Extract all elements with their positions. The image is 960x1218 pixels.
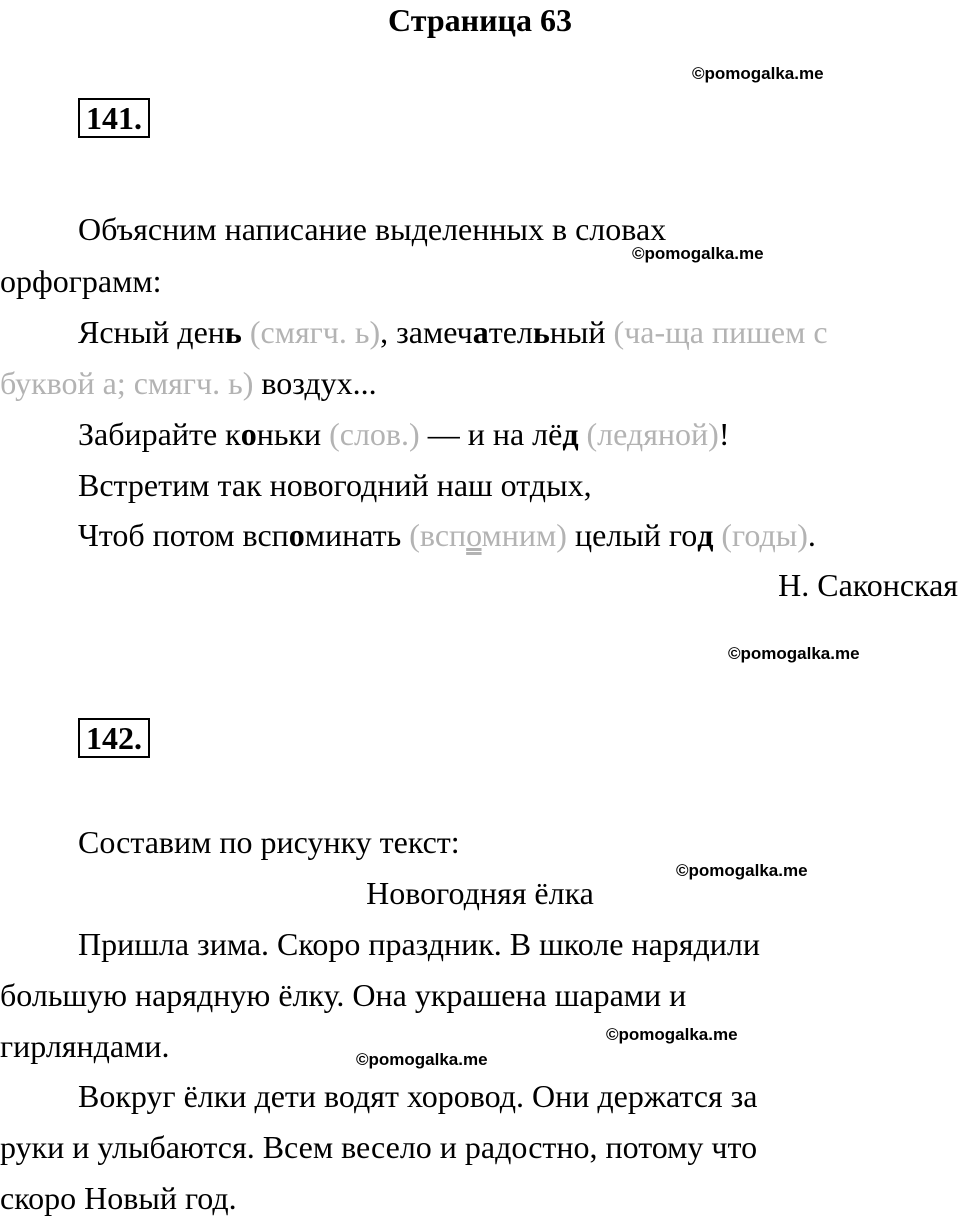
- story-title: Новогодняя ёлка: [366, 875, 594, 911]
- poem-line-4: [78, 515, 816, 555]
- story-line: Пришла зима. Скоро праздник. В школе нарядили: [78, 926, 760, 962]
- note: (ле: [578, 416, 627, 452]
- note: (всп: [401, 517, 467, 553]
- note: (ча-ща пишем с: [605, 314, 828, 350]
- exercise-141-intro-cont: орфограмм:: [0, 263, 162, 299]
- highlighted-letter: о: [288, 517, 305, 553]
- exercise-142-intro: Составим по рисунку текст:: [78, 824, 460, 860]
- exercise-number-142: 142.: [78, 718, 150, 758]
- highlighted-letter: д: [562, 416, 579, 452]
- highlighted-letter: а: [472, 314, 489, 350]
- note: (го: [713, 517, 760, 553]
- highlighted-letter: д: [697, 517, 714, 553]
- watermark: ©pomogalka.me: [356, 1050, 488, 1069]
- note: яной): [643, 416, 719, 452]
- watermark: ©pomogalka.me: [606, 1025, 738, 1044]
- note: (смягч. ь): [241, 314, 381, 350]
- text: — и на лё: [419, 416, 563, 452]
- poem-line-2: [78, 414, 729, 454]
- text: целый го: [566, 517, 698, 553]
- highlighted-letter: о: [240, 416, 257, 452]
- story-line: руки и улыбаются. Всем весело и радостно, потому что: [0, 1129, 758, 1165]
- note: буквой а; смягч. ь): [0, 365, 254, 401]
- note: (слов.): [321, 416, 420, 452]
- text: тел: [488, 314, 533, 350]
- watermark: ©pomogalka.me: [692, 64, 824, 83]
- story-line: Вокруг ёлки дети водят хоровод. Они держатся за: [78, 1078, 758, 1114]
- underlined-letter: д: [626, 416, 644, 452]
- highlighted-letter: ь: [532, 314, 550, 350]
- text: ный: [549, 314, 606, 350]
- page-title: Страница 63: [388, 2, 572, 38]
- text: Ясный ден: [78, 314, 225, 350]
- text: !: [718, 416, 730, 452]
- poem-line-1: [78, 312, 828, 352]
- text: , замеч: [380, 314, 473, 350]
- text: Забирайте к: [78, 416, 241, 452]
- text: ньки: [256, 416, 322, 452]
- text: .: [807, 517, 816, 553]
- story-line: гирляндами.: [0, 1028, 170, 1064]
- exercise-number-141: 141.: [78, 98, 150, 138]
- note: мним): [481, 517, 567, 553]
- story-line: большую нарядную ёлку. Она украшена шарами и: [0, 977, 687, 1013]
- text: Чтоб потом всп: [78, 517, 289, 553]
- watermark: ©pomogalka.me: [632, 244, 764, 263]
- highlighted-letter: ь: [224, 314, 242, 350]
- watermark: ©pomogalka.me: [728, 644, 860, 663]
- note: ы): [775, 517, 808, 553]
- underlined-letter: д: [759, 517, 776, 553]
- story-line: скоро Новый год.: [0, 1180, 237, 1216]
- text: воздух...: [253, 365, 377, 401]
- text: минать: [304, 517, 402, 553]
- poem-line-3: Встретим так новогодний наш отдых,: [78, 467, 592, 503]
- poem-author: Н. Саконская: [778, 567, 958, 603]
- watermark: ©pomogalka.me: [676, 861, 808, 880]
- underlined-letter: о: [466, 517, 482, 553]
- poem-line-1-cont: [0, 363, 377, 403]
- exercise-141-intro: Объясним написание выделенных в словах: [78, 211, 667, 247]
